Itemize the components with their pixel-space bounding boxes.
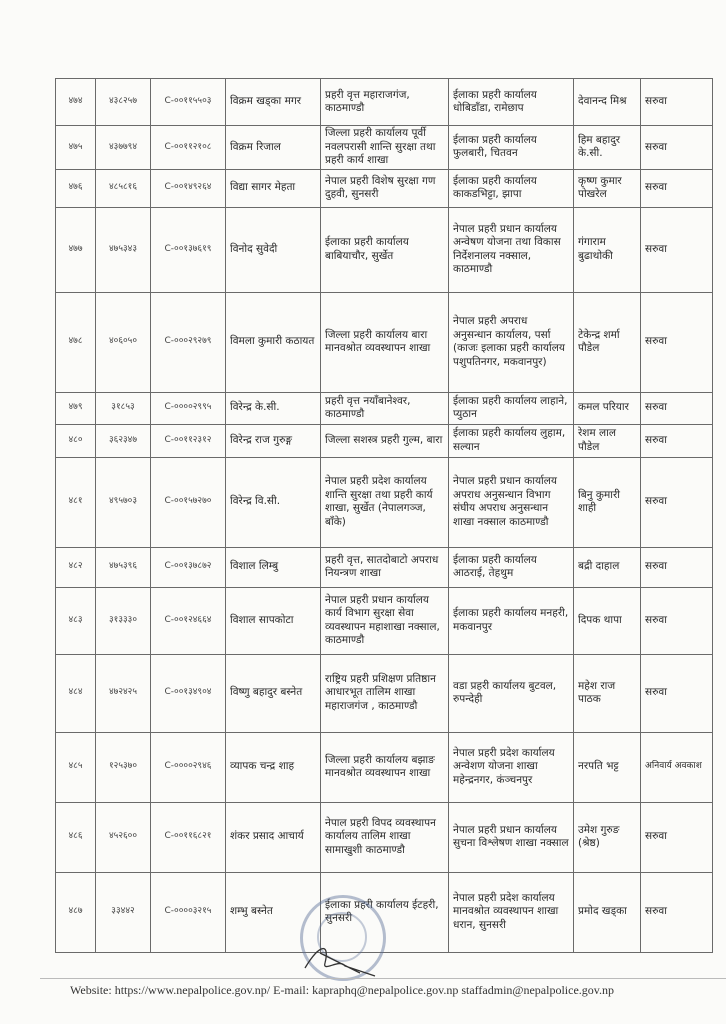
- cell-current-office: ईलाका प्रहरी कार्यालय ईटहरी, सुनसरी: [321, 872, 449, 952]
- cell-code: C-००११६८२१: [151, 802, 226, 872]
- cell-sn: ४८३: [56, 587, 96, 654]
- cell-current-office: प्रहरी वृत्त, सातदोबाटो अपराध नियन्त्रण शाखा: [321, 547, 449, 587]
- table-row: [56, 654, 713, 732]
- cell-name: विष्णु बहादुर बस्नेत: [226, 654, 321, 732]
- cell-remark: सरुवा: [641, 392, 713, 424]
- cell-id: ३१८५३: [96, 392, 151, 424]
- cell-id: ४८५८१६: [96, 169, 151, 207]
- cell-remark: सरुवा: [641, 457, 713, 547]
- cell-replacement: बद्री दाहाल: [574, 547, 641, 587]
- cell-new-office: ईलाका प्रहरी कार्यालय लाहाने, प्युठान: [449, 392, 574, 424]
- cell-code: C-००००२९९५: [151, 392, 226, 424]
- cell-remark: सरुवा: [641, 872, 713, 952]
- cell-id: ४३८२५७: [96, 79, 151, 126]
- cell-sn: ४७४: [56, 79, 96, 126]
- cell-new-office: ईलाका प्रहरी कार्यालय मनहरी, मकवानपुर: [449, 587, 574, 654]
- cell-code: C-००११२१०८: [151, 126, 226, 170]
- cell-sn: ४७९: [56, 392, 96, 424]
- cell-replacement: हिम बहादुर के.सी.: [574, 126, 641, 170]
- table-row: [56, 424, 713, 457]
- table-row: [56, 392, 713, 424]
- cell-new-office: ईलाका प्रहरी कार्यालय काकडभिट्टा, झापा: [449, 169, 574, 207]
- cell-name: विक्रम रिजाल: [226, 126, 321, 170]
- cell-current-office: प्रहरी वृत्त महाराजगंज, काठमाण्डौ: [321, 79, 449, 126]
- cell-remark: सरुवा: [641, 802, 713, 872]
- cell-code: C-०००२९२७९: [151, 292, 226, 392]
- cell-current-office: जिल्ला प्रहरी कार्यालय बारा मानवश्रोत व्यवस्थापन शाखा: [321, 292, 449, 392]
- cell-code: C-००१३४९०४: [151, 654, 226, 732]
- cell-code: C-००१३७६१९: [151, 207, 226, 292]
- table-row: [56, 292, 713, 392]
- cell-name: शम्भु बस्नेत: [226, 872, 321, 952]
- cell-name: शंकर प्रसाद आचार्य: [226, 802, 321, 872]
- cell-id: ४३७७९४: [96, 126, 151, 170]
- cell-current-office: राष्ट्रिय प्रहरी प्रशिक्षण प्रतिष्ठान आधारभूत तालिम शाखा महाराजगंज , काठमाण्डौ: [321, 654, 449, 732]
- cell-current-office: जिल्ला प्रहरी कार्यालय बझाङ मानवश्रोत व्यवस्थापन शाखा: [321, 732, 449, 802]
- cell-sn: ४७५: [56, 126, 96, 170]
- table-row: [56, 732, 713, 802]
- cell-name: व्यापक चन्द्र शाह: [226, 732, 321, 802]
- cell-sn: ४८०: [56, 424, 96, 457]
- cell-new-office: नेपाल प्रहरी प्रदेश कार्यालय अन्वेशण योजना शाखा महेन्द्रनगर, कंञ्चनपुर: [449, 732, 574, 802]
- cell-current-office: प्रहरी वृत्त नयाँबानेश्वर, काठमाण्डौ: [321, 392, 449, 424]
- cell-sn: ४८७: [56, 872, 96, 952]
- cell-sn: ४८६: [56, 802, 96, 872]
- cell-current-office: नेपाल प्रहरी विपद व्यवस्थापन कार्यालय तालिम शाखा सामाखुशी काठमाण्डौ: [321, 802, 449, 872]
- cell-code: C-००१४९२६४: [151, 169, 226, 207]
- table-row: [56, 587, 713, 654]
- cell-replacement: गंगाराम बुढाथोकी: [574, 207, 641, 292]
- cell-id: ४९५७०३: [96, 457, 151, 547]
- table-row: [56, 802, 713, 872]
- cell-id: १२५३७०: [96, 732, 151, 802]
- cell-new-office: नेपाल प्रहरी प्रधान कार्यालय अन्वेषण योजना तथा विकास निर्देशनालय नक्साल, काठमाण्डौ: [449, 207, 574, 292]
- cell-new-office: नेपाल प्रहरी प्रदेश कार्यालय मानवश्रोत व्यवस्थापन शाखा धरान, सुनसरी: [449, 872, 574, 952]
- table-row: [56, 457, 713, 547]
- cell-replacement: कमल परियार: [574, 392, 641, 424]
- cell-name: विमला कुमारी कठायत: [226, 292, 321, 392]
- cell-new-office: ईलाका प्रहरी कार्यालय फुलबारी, चितवन: [449, 126, 574, 170]
- cell-remark: सरुवा: [641, 547, 713, 587]
- cell-replacement: प्रमोद खड्का: [574, 872, 641, 952]
- cell-id: ४७२४२५: [96, 654, 151, 732]
- cell-new-office: नेपाल प्रहरी प्रधान कार्यालय सुचना विश्लेषण शाखा नक्साल: [449, 802, 574, 872]
- table-row: [56, 79, 713, 126]
- cell-replacement: टेकेन्द्र शर्मा पौडेल: [574, 292, 641, 392]
- cell-code: C-००१५७२७०: [151, 457, 226, 547]
- cell-id: ४५२६००: [96, 802, 151, 872]
- cell-id: ३६२३४७: [96, 424, 151, 457]
- transfer-table: [55, 78, 713, 953]
- cell-name: विशाल लिम्बु: [226, 547, 321, 587]
- footer-contact: Website: https://www.nepalpolice.gov.np/ E-mail: kapraphq@nepalpolice.gov.np staffadmin@nepalpolice.gov.np: [70, 983, 615, 997]
- cell-remark: सरुवा: [641, 169, 713, 207]
- cell-current-office: नेपाल प्रहरी प्रदेश कार्यालय शान्ति सुरक्षा तथा प्रहरी कार्य शाखा, सुर्खेत (नेपालगञ्ज, बाँके): [321, 457, 449, 547]
- cell-replacement: महेश राज पाठक: [574, 654, 641, 732]
- cell-name: विशाल सापकोटा: [226, 587, 321, 654]
- cell-replacement: नरपति भट्ट: [574, 732, 641, 802]
- cell-remark: सरुवा: [641, 424, 713, 457]
- cell-id: ४७५३९६: [96, 547, 151, 587]
- cell-remark: सरुवा: [641, 654, 713, 732]
- cell-replacement: उमेश गुरुङ (श्रेष्ठ): [574, 802, 641, 872]
- table-row: [56, 126, 713, 170]
- cell-remark: सरुवा: [641, 587, 713, 654]
- cell-replacement: बिनु कुमारी शाही: [574, 457, 641, 547]
- cell-id: ३१३३३०: [96, 587, 151, 654]
- cell-sn: ४७८: [56, 292, 96, 392]
- cell-current-office: जिल्ला सशस्त्र प्रहरी गुल्म, बारा: [321, 424, 449, 457]
- cell-sn: ४८४: [56, 654, 96, 732]
- cell-id: ४७५३४३: [96, 207, 151, 292]
- cell-name: विद्या सागर मेहता: [226, 169, 321, 207]
- cell-new-office: नेपाल प्रहरी प्रधान कार्यालय अपराध अनुसन्धान विभाग संघीय अपराध अनुसन्धान शाखा नक्साल काठमाण्डौ: [449, 457, 574, 547]
- table-row: [56, 207, 713, 292]
- table-row: [56, 169, 713, 207]
- cell-current-office: नेपाल प्रहरी प्रधान कार्यालय कार्य विभाग सुरक्षा सेवा व्यवस्थापन महाशाखा नक्साल, काठमाण्डौ: [321, 587, 449, 654]
- cell-new-office: ईलाका प्रहरी कार्यालय आठराई, तेहथुम: [449, 547, 574, 587]
- cell-replacement: देवानन्द मिश्र: [574, 79, 641, 126]
- cell-new-office: नेपाल प्रहरी अपराध अनुसन्धान कार्यालय, पर्सा (काजः इलाका प्रहरी कार्यालय पशुपतिनगर, मकवानपुर): [449, 292, 574, 392]
- cell-name: विरेन्द्र वि.सी.: [226, 457, 321, 547]
- cell-current-office: जिल्ला प्रहरी कार्यालय पूर्वी नवलपरासी शान्ति सुरक्षा तथा प्रहरी कार्य शाखा: [321, 126, 449, 170]
- cell-sn: ४८५: [56, 732, 96, 802]
- table-row: [56, 547, 713, 587]
- cell-code: C-००१२४६६४: [151, 587, 226, 654]
- signature: [300, 938, 380, 978]
- cell-sn: ४७६: [56, 169, 96, 207]
- cell-replacement: कृष्ण कुमार पोखरेल: [574, 169, 641, 207]
- cell-remark: सरुवा: [641, 292, 713, 392]
- cell-remark: सरुवा: [641, 79, 713, 126]
- cell-current-office: ईलाका प्रहरी कार्यालय बाबियाचौर, सुर्खेत: [321, 207, 449, 292]
- cell-sn: ४८१: [56, 457, 96, 547]
- cell-code: C-००११५५०३: [151, 79, 226, 126]
- cell-name: विनोद सुवेदी: [226, 207, 321, 292]
- cell-new-office: वडा प्रहरी कार्यालय बुटवल, रुपन्देही: [449, 654, 574, 732]
- cell-remark: सरुवा: [641, 207, 713, 292]
- cell-code: C-००१३७८७२: [151, 547, 226, 587]
- cell-id: ४०६०५०: [96, 292, 151, 392]
- footer-divider: [40, 978, 726, 979]
- cell-replacement: दिपक थापा: [574, 587, 641, 654]
- cell-new-office: ईलाका प्रहरी कार्यालय लुहाम, सल्यान: [449, 424, 574, 457]
- cell-code: C-००००३२१५: [151, 872, 226, 952]
- cell-remark: सरुवा: [641, 126, 713, 170]
- cell-new-office: ईलाका प्रहरी कार्यालय धोबिडाँडा, रामेछाप: [449, 79, 574, 126]
- cell-code: C-००००२९४६: [151, 732, 226, 802]
- cell-sn: ४७७: [56, 207, 96, 292]
- cell-name: विरेन्द्र राज गुरुङ्ग: [226, 424, 321, 457]
- cell-id: ३३४४२: [96, 872, 151, 952]
- cell-current-office: नेपाल प्रहरी विशेष सुरक्षा गण दुहवी, सुनसरी: [321, 169, 449, 207]
- cell-replacement: रेशम लाल पौडेल: [574, 424, 641, 457]
- cell-code: C-००११२३१२: [151, 424, 226, 457]
- cell-remark: अनिवार्य अवकाश: [641, 732, 713, 802]
- cell-name: विरेन्द्र के.सी.: [226, 392, 321, 424]
- cell-name: विक्रम खड्का मगर: [226, 79, 321, 126]
- cell-sn: ४८२: [56, 547, 96, 587]
